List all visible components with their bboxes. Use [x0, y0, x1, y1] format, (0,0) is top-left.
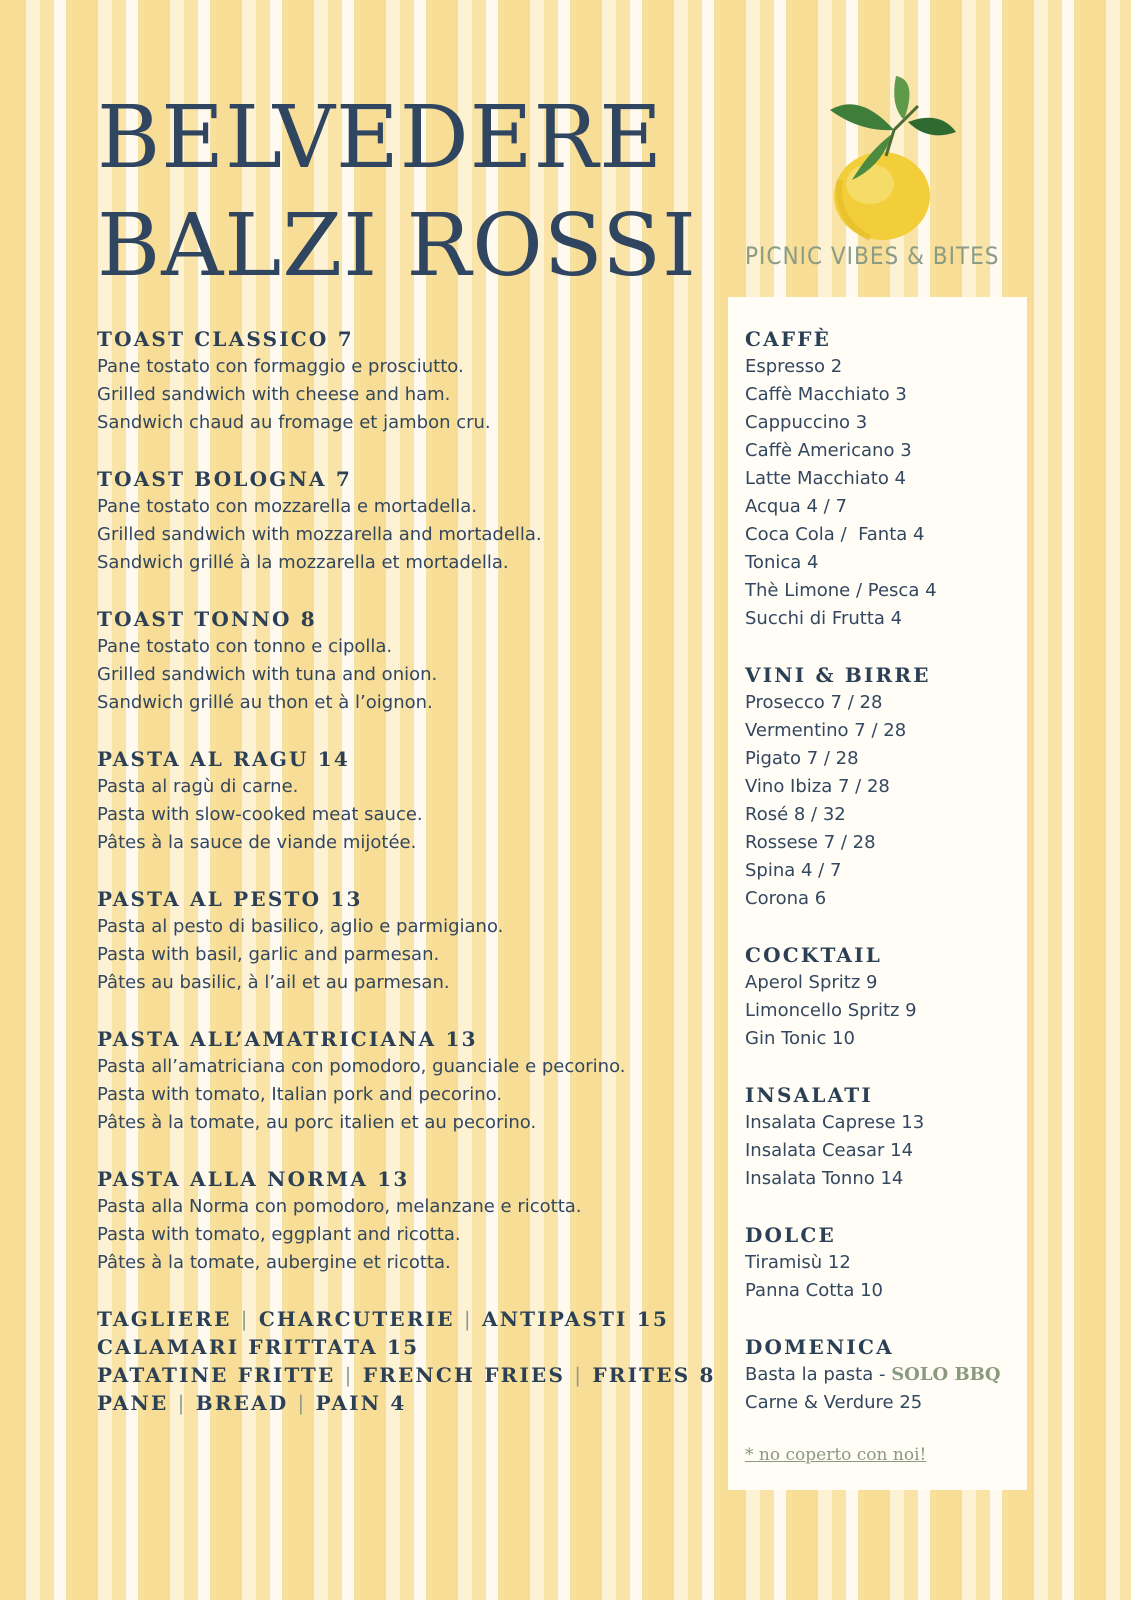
menu-item: Carne & Verdure 25: [745, 1392, 923, 1413]
menu-item: Rossese 7 / 28: [745, 832, 876, 853]
dish-title: TOAST BOLOGNA 7: [97, 467, 353, 491]
menu-item: Rosé 8 / 32: [745, 804, 846, 825]
dish-desc-it: Pasta alla Norma con pomodoro, melanzane e ricotta.: [97, 1196, 582, 1217]
menu-item: Insalata Tonno 14: [745, 1168, 904, 1189]
menu-item: Limoncello Spritz 9: [745, 1000, 917, 1021]
dish-item: [97, 885, 737, 997]
extra-pane: PANE | BREAD | PAIN 4: [97, 1391, 407, 1415]
dish-title: PASTA ALLA NORMA 13: [97, 1167, 410, 1191]
dish-title: PASTA AL PESTO 13: [97, 887, 363, 911]
drinks-menu: [745, 325, 1035, 1465]
menu-item: Vino Ibiza 7 / 28: [745, 776, 890, 797]
dish-title: TOAST TONNO 8: [97, 607, 317, 631]
solo-bbq-label: SOLO BBQ: [891, 1364, 1001, 1385]
menu-item: Pigato 7 / 28: [745, 748, 859, 769]
extra-calamari: CALAMARI FRITTATA 15: [97, 1335, 420, 1359]
menu-item: Prosecco 7 / 28: [745, 692, 883, 713]
menu-item: Insalata Ceasar 14: [745, 1140, 914, 1161]
section-domenica: [745, 1333, 1035, 1417]
dish-desc-it: Pane tostato con tonno e cipolla.: [97, 636, 393, 657]
menu-item: Basta la pasta - SOLO BBQ: [745, 1364, 1001, 1385]
dish-desc-en: Grilled sandwich with mozzarella and mortadella.: [97, 524, 542, 545]
dish-item: [97, 605, 737, 717]
dish-title: TOAST CLASSICO 7: [97, 327, 354, 351]
restaurant-name: [97, 84, 717, 300]
menu-item: Acqua 4 / 7: [745, 496, 847, 517]
menu-item: Vermentino 7 / 28: [745, 720, 907, 741]
title-line-2: BALZI ROSSI: [97, 196, 698, 296]
food-menu: [97, 325, 737, 1417]
section-cocktail: [745, 941, 1035, 1053]
section-vini: [745, 661, 1035, 913]
menu-item: Spina 4 / 7: [745, 860, 842, 881]
dish-desc-it: Pasta all’amatriciana con pomodoro, guanciale e pecorino.: [97, 1056, 626, 1077]
dish-desc-fr: Sandwich grillé au thon et à l’oignon.: [97, 692, 433, 713]
menu-item: Corona 6: [745, 888, 827, 909]
section-title: COCKTAIL: [745, 943, 882, 967]
dish-desc-en: Pasta with basil, garlic and parmesan.: [97, 944, 440, 965]
section-caffe: [745, 325, 1035, 633]
menu-item: Insalata Caprese 13: [745, 1112, 925, 1133]
menu-item: Thè Limone / Pesca 4: [745, 580, 937, 601]
dish-desc-fr: Pâtes à la tomate, aubergine et ricotta.: [97, 1252, 451, 1273]
dish-desc-en: Grilled sandwich with tuna and onion.: [97, 664, 438, 685]
section-title: VINI & BIRRE: [745, 663, 931, 687]
extra-patatine: PATATINE FRITTE | FRENCH FRIES | FRITES 8: [97, 1363, 716, 1387]
section-title: DOLCE: [745, 1223, 836, 1247]
menu-item: Tonica 4: [745, 552, 819, 573]
menu-item: Succhi di Frutta 4: [745, 608, 903, 629]
extras-list: [97, 1305, 737, 1417]
dish-item: [97, 1025, 737, 1137]
dish-item: [97, 745, 737, 857]
section-title: DOMENICA: [745, 1335, 894, 1359]
dish-desc-fr: Pâtes à la sauce de viande mijotée.: [97, 832, 417, 853]
menu-item: Aperol Spritz 9: [745, 972, 878, 993]
menu-item: Caffè Macchiato 3: [745, 384, 907, 405]
section-dolce: [745, 1221, 1035, 1305]
dish-desc-it: Pasta al ragù di carne.: [97, 776, 299, 797]
dish-desc-en: Pasta with tomato, Italian pork and pecorino.: [97, 1084, 503, 1105]
dish-desc-en: Pasta with tomato, eggplant and ricotta.: [97, 1224, 461, 1245]
dish-desc-it: Pane tostato con formaggio e prosciutto.: [97, 356, 464, 377]
section-title: CAFFÈ: [745, 327, 832, 351]
menu-item: Espresso 2: [745, 356, 843, 377]
dish-desc-en: Grilled sandwich with cheese and ham.: [97, 384, 451, 405]
menu-item: Coca Cola / Fanta 4: [745, 524, 925, 545]
extra-tagliere: TAGLIERE | CHARCUTERIE | ANTIPASTI 15: [97, 1307, 669, 1331]
dish-desc-fr: Sandwich chaud au fromage et jambon cru.: [97, 412, 491, 433]
dish-title: PASTA ALL’AMATRICIANA 13: [97, 1027, 478, 1051]
dish-item: [97, 1165, 737, 1277]
menu-item: Tiramisù 12: [745, 1252, 851, 1273]
dish-desc-en: Pasta with slow-cooked meat sauce.: [97, 804, 423, 825]
dish-item: [97, 465, 737, 577]
cover-charge-note: * no coperto con noi!: [745, 1445, 927, 1465]
dish-desc-it: Pane tostato con mozzarella e mortadella.: [97, 496, 478, 517]
dish-desc-fr: Sandwich grillé à la mozzarella et mortadella.: [97, 552, 509, 573]
dish-item: [97, 325, 737, 437]
section-title: INSALATI: [745, 1083, 873, 1107]
menu-item: Caffè Americano 3: [745, 440, 912, 461]
dish-desc-it: Pasta al pesto di basilico, aglio e parmigiano.: [97, 916, 504, 937]
menu-item: Panna Cotta 10: [745, 1280, 883, 1301]
tagline: PICNIC VIBES & BITES: [745, 242, 1000, 270]
section-insalati: [745, 1081, 1035, 1193]
title-line-1: BELVEDERE: [97, 88, 664, 188]
menu-item: Latte Macchiato 4: [745, 468, 907, 489]
menu-item: Gin Tonic 10: [745, 1028, 855, 1049]
menu-item: Cappuccino 3: [745, 412, 868, 433]
dish-desc-fr: Pâtes au basilic, à l’ail et au parmesan.: [97, 972, 450, 993]
dish-title: PASTA AL RAGU 14: [97, 747, 351, 771]
dish-desc-fr: Pâtes à la tomate, au porc italien et au pecorino.: [97, 1112, 537, 1133]
